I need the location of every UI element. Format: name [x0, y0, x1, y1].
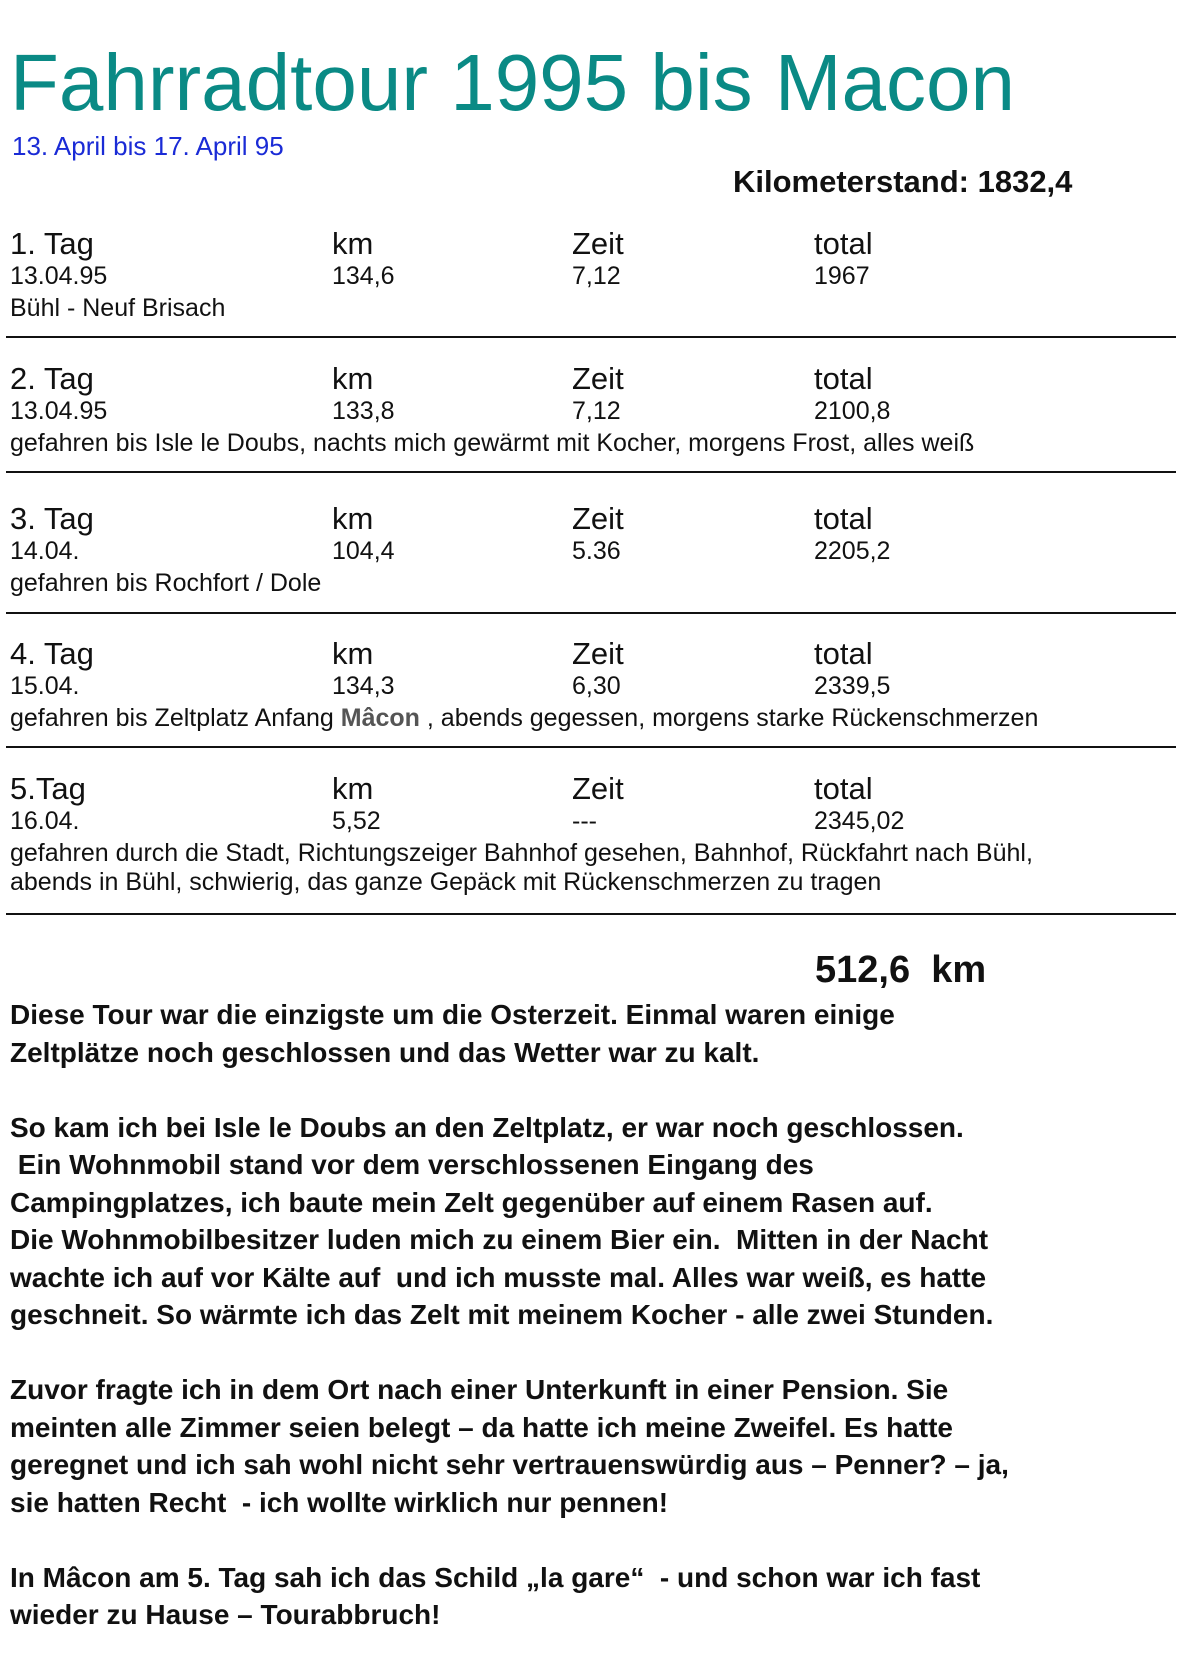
total-label: total [814, 361, 873, 396]
day-label: 2. Tag [10, 361, 94, 396]
divider [6, 471, 1176, 473]
day-note: Bühl - Neuf Brisach [10, 294, 226, 322]
divider [6, 612, 1176, 614]
note-text: gefahren bis Zeltplatz Anfang [10, 704, 341, 732]
day-note [10, 703, 1170, 734]
day-total: 2345,02 [814, 807, 905, 835]
day-note: gefahren bis Rochfort / Dole [10, 569, 322, 597]
story-paragraph-1: Diese Tour war die einzigste um die Osterzeit. Einmal waren einige Zeltplätze noch geschlossen und das Wetter war zu kalt. [10, 999, 895, 1068]
day-entry-1 [0, 227, 1180, 324]
day-date: 14.04. [10, 537, 80, 565]
day-label: 4. Tag [10, 636, 94, 671]
day-total: 2339,5 [814, 672, 891, 700]
day-km: 104,4 [332, 537, 395, 565]
total-distance: 512,6 km [815, 949, 987, 991]
document-subtitle: 13. April bis 17. April 95 [12, 131, 284, 161]
total-label: total [814, 226, 873, 261]
day-km: 134,6 [332, 262, 395, 290]
zeit-label: Zeit [572, 226, 624, 261]
place-highlight: Mâcon [340, 704, 420, 732]
day-zeit: 7,12 [572, 262, 621, 290]
day-note-line-1: gefahren durch die Stadt, Richtungszeiger Bahnhof gesehen, Bahnhof, Rückfahrt nach Bühl, [10, 839, 1033, 867]
day-note: gefahren bis Isle le Doubs, nachts mich gewärmt mit Kocher, morgens Frost, alles weiß [10, 429, 975, 457]
zeit-label: Zeit [572, 361, 624, 396]
story-paragraph-4: In Mâcon am 5. Tag sah ich das Schild „la gare“ - und schon war ich fast wieder zu Hause – Tourabbruch! [10, 1561, 981, 1630]
story-paragraph-2: So kam ich bei Isle le Doubs an den Zeltplatz, er war noch geschlossen. Ein Wohnmobil stand vor dem verschlossenen Eingang des Campingplatzes, ich baute mein Zelt gegenüber auf einem Rasen auf. Die Wohnmobilbesitzer luden mich zu einem Bier ein. Mitten in der Nacht wachte ich auf vor Kälte auf und ich musste mal. Alles war weiß, es hatte geschneit. So wärmte ich das Zelt mit meinem Kocher - alle zwei Stunden. [10, 1111, 994, 1330]
day-entry-3 [0, 502, 1180, 599]
total-label: total [814, 771, 873, 806]
day-entry-4 [0, 637, 1180, 734]
day-km: 134,3 [332, 672, 395, 700]
day-date: 15.04. [10, 672, 80, 700]
day-zeit: 7,12 [572, 397, 621, 425]
zeit-label: Zeit [572, 771, 624, 806]
day-zeit: --- [572, 807, 597, 835]
km-label: km [332, 501, 374, 536]
day-entry-2 [0, 362, 1180, 459]
divider [6, 336, 1176, 338]
zeit-label: Zeit [572, 501, 624, 536]
total-label: total [814, 501, 873, 536]
divider [6, 913, 1176, 915]
day-date: 13.04.95 [10, 262, 108, 290]
day-entry-5 [0, 772, 1180, 898]
day-label: 5.Tag [10, 771, 86, 806]
zeit-label: Zeit [572, 636, 624, 671]
total-label: total [814, 636, 873, 671]
day-date: 16.04. [10, 807, 80, 835]
note-text: , abends gegessen, morgens starke Rückenschmerzen [419, 704, 1039, 732]
day-total: 2100,8 [814, 397, 891, 425]
km-label: km [332, 636, 374, 671]
day-note-line-2: abends in Bühl, schwierig, das ganze Gepäck mit Rückenschmerzen zu tragen [10, 868, 882, 896]
day-km: 5,52 [332, 807, 381, 835]
km-label: km [332, 226, 374, 261]
day-zeit: 6,30 [572, 672, 621, 700]
document-title: Fahrradtour 1995 bis Macon [10, 38, 1015, 127]
divider [6, 746, 1176, 748]
kilometerstand: Kilometerstand: 1832,4 [733, 164, 1073, 199]
day-date: 13.04.95 [10, 397, 108, 425]
day-label: 1. Tag [10, 226, 94, 261]
day-label: 3. Tag [10, 501, 94, 536]
day-km: 133,8 [332, 397, 395, 425]
story-text [10, 996, 1190, 1671]
day-zeit: 5.36 [572, 537, 621, 565]
km-label: km [332, 361, 374, 396]
day-total: 1967 [814, 262, 870, 290]
day-total: 2205,2 [814, 537, 891, 565]
km-label: km [332, 771, 374, 806]
story-paragraph-3: Zuvor fragte ich in dem Ort nach einer Unterkunft in einer Pension. Sie meinten alle Zimmer seien belegt – da hatte ich meine Zweifel. Es hatte geregnet und ich sah wohl nicht sehr vertrauenswürdig aus – Penner? – ja, sie hatten Recht - ich wollte wirklich nur pennen! [10, 1374, 1009, 1518]
